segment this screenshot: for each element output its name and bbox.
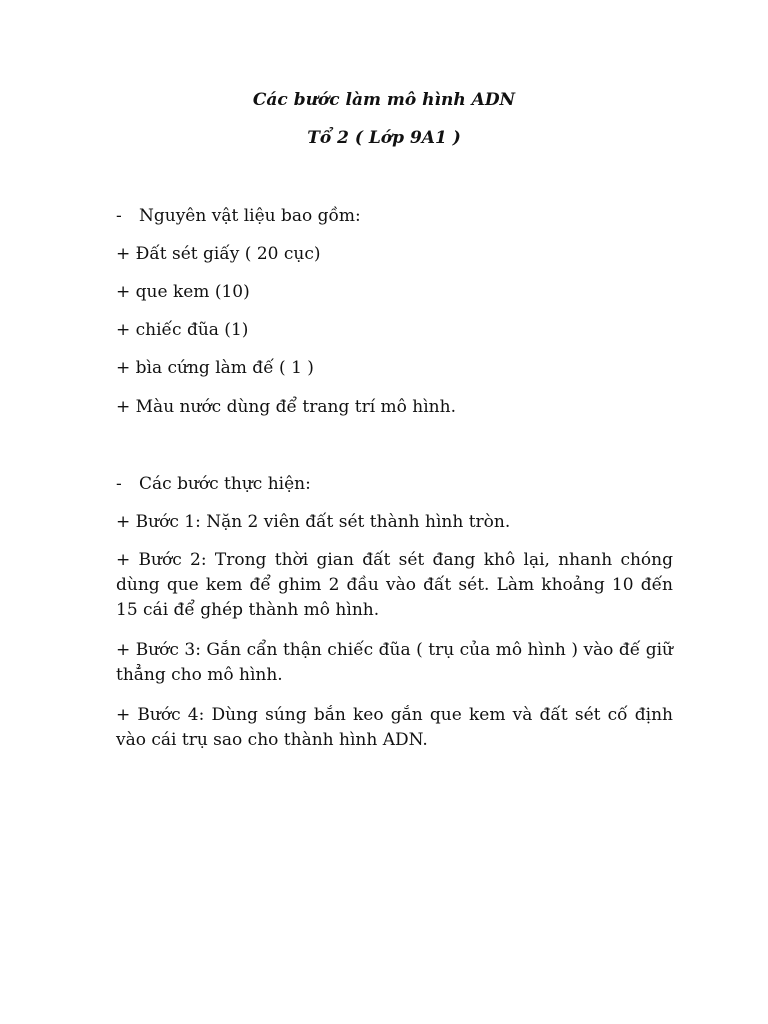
step-item: + Bước 3: Gắn cẩn thận chiếc đũa ( trụ của mô hình ) vào đế giữ thẳng cho mô hình.	[116, 640, 673, 685]
materials-bullet: -	[116, 206, 122, 226]
materials-heading	[116, 205, 361, 227]
material-item: + chiếc đũa (1)	[116, 320, 249, 340]
material-item: + Đất sét giấy ( 20 cục)	[116, 244, 321, 264]
material-item: + Màu nước dùng để trang trí mô hình.	[116, 397, 456, 417]
material-item: + bìa cứng làm đế ( 1 )	[116, 358, 314, 378]
materials-heading-text: Nguyên vật liệu bao gồm:	[139, 206, 361, 226]
document-title: Các bước làm mô hình ADN	[252, 90, 516, 110]
step-item: + Bước 2: Trong thời gian đất sét đang khô lại, nhanh chóng dùng que kem để ghim 2 đầu vào đất sét. Làm khoảng 10 đến 15 cái để ghép thành mô hình.	[116, 550, 673, 620]
material-item: + que kem (10)	[116, 282, 250, 302]
steps-bullet: -	[116, 474, 122, 494]
step-item: + Bước 4: Dùng súng bắn keo gắn que kem và đất sét cố định vào cái trụ sao cho thành hình ADN.	[116, 705, 673, 750]
steps-heading-text: Các bước thực hiện:	[139, 474, 311, 494]
step-item: + Bước 1: Nặn 2 viên đất sét thành hình tròn.	[116, 512, 511, 532]
document-subtitle: Tổ 2 ( Lớp 9A1 )	[307, 128, 461, 148]
steps-heading	[116, 473, 311, 495]
